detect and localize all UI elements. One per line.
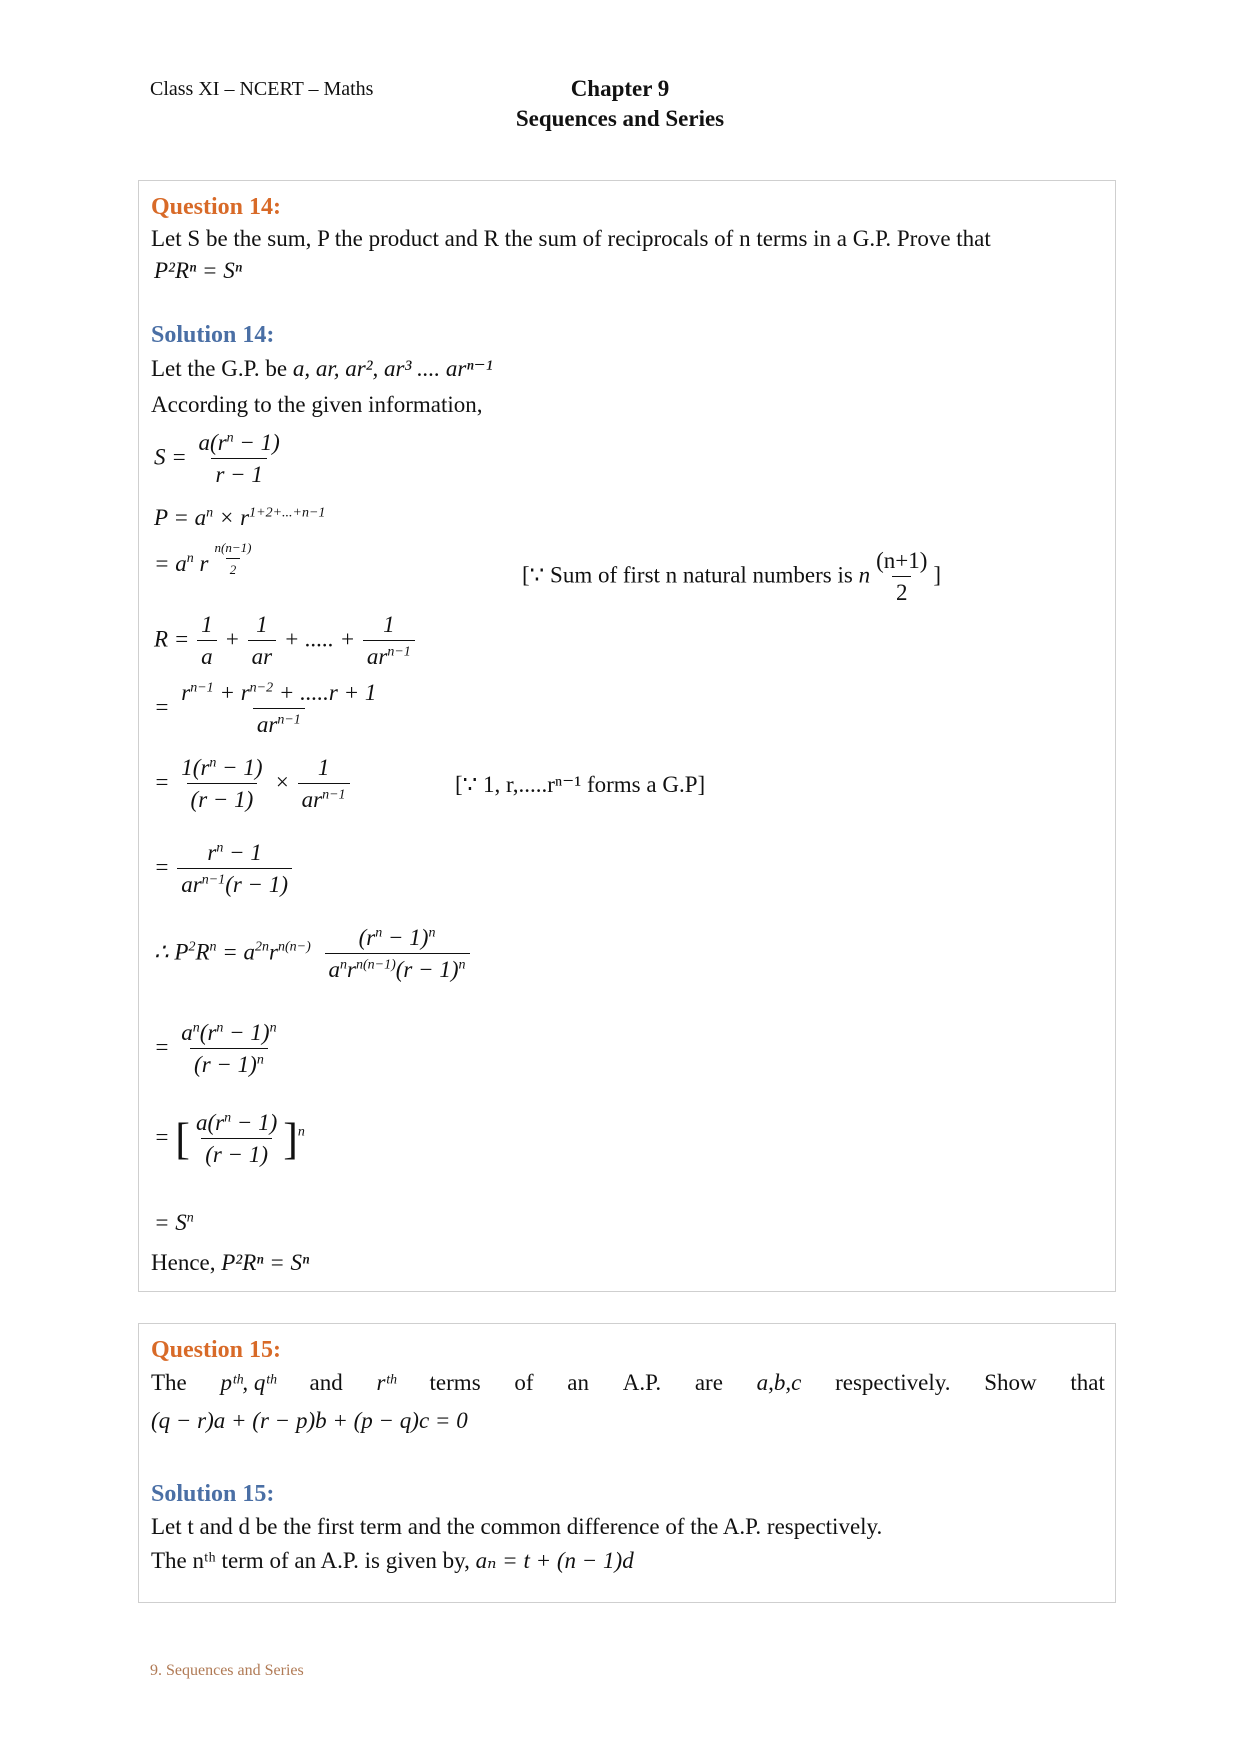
q15-word: A.P. (622, 1370, 662, 1395)
question-15-heading: Question 15: (151, 1337, 282, 1363)
q15-word: are (694, 1370, 723, 1395)
q15-word: respectively. (835, 1370, 951, 1395)
equation-p: $P = a^n \times r^{1+2+...+n-1}$ (154, 505, 326, 530)
hence-label: Hence, (151, 1250, 216, 1275)
solution-14-gp-terms: a, ar, ar², ar³ .... arⁿ⁻¹ (292, 356, 493, 381)
q15-word: that (1070, 1370, 1105, 1395)
question-14-claim: P²Rⁿ = Sⁿ (154, 258, 243, 283)
equation-r: R = $\frac{1}{a}$ + $\frac{1}{ar}$ + ..... + $\frac{1}{ar^{n-1}}$ (154, 612, 417, 670)
equation-r-step3: = $\frac{r^n - 1}{ar^{n-1}(r - 1)}$ (154, 840, 294, 898)
q15-word: and (309, 1370, 343, 1395)
question-15-equation: (q − r)a + (r − p)b + (p − q)c = 0 (151, 1408, 468, 1433)
q15-word: terms (429, 1370, 481, 1395)
equation-p2rn-step2: = [ $\frac{a(r^n - 1)}{(r - 1)}$ ]$^n$ (154, 1110, 305, 1167)
solution-14-conclusion (151, 1250, 309, 1276)
solution-14-line1-prefix: Let the G.P. be (151, 356, 288, 381)
equation-sn: = $S^n$ (154, 1210, 194, 1235)
q15-word: rᵗʰ (376, 1370, 396, 1395)
hence-math: P²Rⁿ = Sⁿ (221, 1250, 310, 1275)
note-sum-natural-text: [∵ Sum of first n natural numbers is (522, 562, 853, 588)
note-gp: [∵ 1, r,.....rⁿ⁻¹ forms a G.P] (455, 772, 706, 797)
solution-15-line1: Let t and d be the first term and the common difference of the A.P. respectively. (151, 1514, 883, 1539)
equation-r-step1: = $\frac{r^{n-1} + r^{n-2} + .....r + 1}{ar^{n-1}}$ (154, 680, 377, 737)
solution-15-line2-prefix: The nᵗʰ term of an A.P. is given by, (151, 1548, 470, 1573)
equation-s: S = $\frac{a(r^n - 1)}{r - 1}$ (154, 430, 280, 487)
q15-word: The (151, 1370, 187, 1395)
chapter-number: Chapter 9 (570, 76, 670, 101)
question-14-heading: Question 14: (151, 194, 282, 220)
chapter-title: Sequences and Series (515, 106, 725, 131)
solution-15-heading: Solution 15: (151, 1481, 275, 1507)
solution-14-heading: Solution 14: (151, 322, 275, 348)
equation-p2rn: ∴ $P^2R^n = a^{2n}r^{n(n-)}$ $\frac{(r^n - 1)^n}{a^nr^{n(n-1)}(r - 1)^n}$ (154, 925, 472, 983)
q15-word: pᵗʰ, qᵗʰ (220, 1370, 276, 1395)
question-14-text: Let S be the sum, P the product and R the sum of reciprocals of n terms in a G.P. Prove that (151, 226, 991, 251)
chapter-header (470, 74, 770, 134)
q15-word: Show (984, 1370, 1037, 1395)
q15-word: of (514, 1370, 534, 1395)
equation-p2rn-step1: = $\frac{a^n(r^n - 1)^n}{(r - 1)^n}$ (154, 1020, 277, 1077)
solution-15-nth-term: aₙ = t + (n − 1)d (475, 1548, 634, 1573)
q15-word: a,b,c (756, 1370, 802, 1395)
equation-p-simplified: = $a^n$ r $^{\frac{n(n-1)}{2}}$ (154, 540, 252, 577)
q15-word: an (567, 1370, 590, 1395)
note-sum-natural: [∵ Sum of first n natural numbers is n $\frac{(n+1)}{2}$ ] (522, 548, 942, 605)
equation-r-step2: = $\frac{1(r^n - 1)}{(r - 1)}$ × $\frac{1}{ar^{n-1}}$ (154, 755, 352, 813)
solution-14-line1 (151, 356, 493, 382)
header-class-label: Class XI – NCERT – Maths (150, 78, 374, 100)
question-15-text (151, 1370, 1105, 1396)
solution-14-line2: According to the given information, (151, 392, 483, 417)
page-footer: 9. Sequences and Series (150, 1662, 304, 1679)
solution-15-line2 (151, 1548, 634, 1574)
